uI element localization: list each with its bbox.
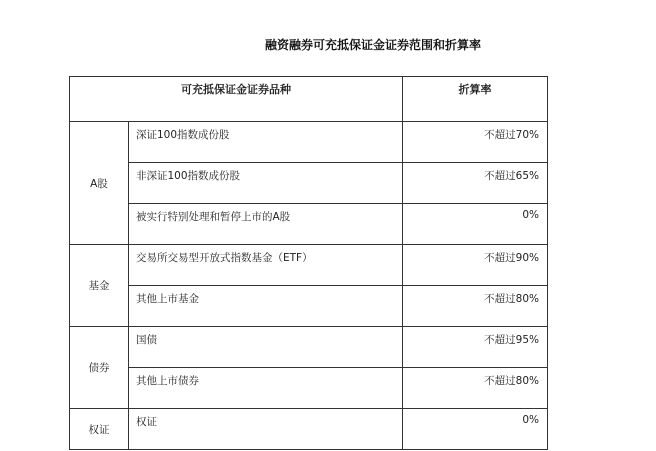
table-row: [70, 163, 548, 204]
security-name-cell: 国债: [129, 327, 403, 368]
rate-cell: 不超过65%: [403, 163, 548, 204]
security-name-cell: 其他上市基金: [129, 286, 403, 327]
security-name-cell: 交易所交易型开放式指数基金（ETF）: [129, 245, 403, 286]
rate-cell: 0%: [403, 409, 548, 450]
table-row: [70, 245, 548, 286]
category-cell: 债券: [70, 327, 129, 409]
table-header-row: [70, 77, 548, 122]
category-cell: 基金: [70, 245, 129, 327]
rate-cell: 不超过90%: [403, 245, 548, 286]
rate-cell: 不超过95%: [403, 327, 548, 368]
table-row: [70, 327, 548, 368]
table-row: [70, 409, 548, 450]
security-name-cell: 深证100指数成份股: [129, 122, 403, 163]
category-cell: 权证: [70, 409, 129, 450]
table-row: [70, 204, 548, 245]
table-row: [70, 368, 548, 409]
rate-cell: 不超过80%: [403, 286, 548, 327]
rate-cell: 0%: [403, 204, 548, 245]
security-name-cell: 其他上市债券: [129, 368, 403, 409]
table-row: [70, 122, 548, 163]
security-name-cell: 权证: [129, 409, 403, 450]
rate-cell: 不超过80%: [403, 368, 548, 409]
category-cell: A股: [70, 122, 129, 245]
collateral-table: [69, 76, 548, 450]
header-rate: 折算率: [403, 77, 548, 122]
rate-cell: 不超过70%: [403, 122, 548, 163]
table-row: [70, 286, 548, 327]
security-name-cell: 非深证100指数成份股: [129, 163, 403, 204]
header-security-type: 可充抵保证金证券品种: [70, 77, 403, 122]
security-name-cell: 被实行特别处理和暂停上市的A股: [129, 204, 403, 245]
document-title: 融资融券可充抵保证金证券范围和折算率: [264, 38, 481, 52]
